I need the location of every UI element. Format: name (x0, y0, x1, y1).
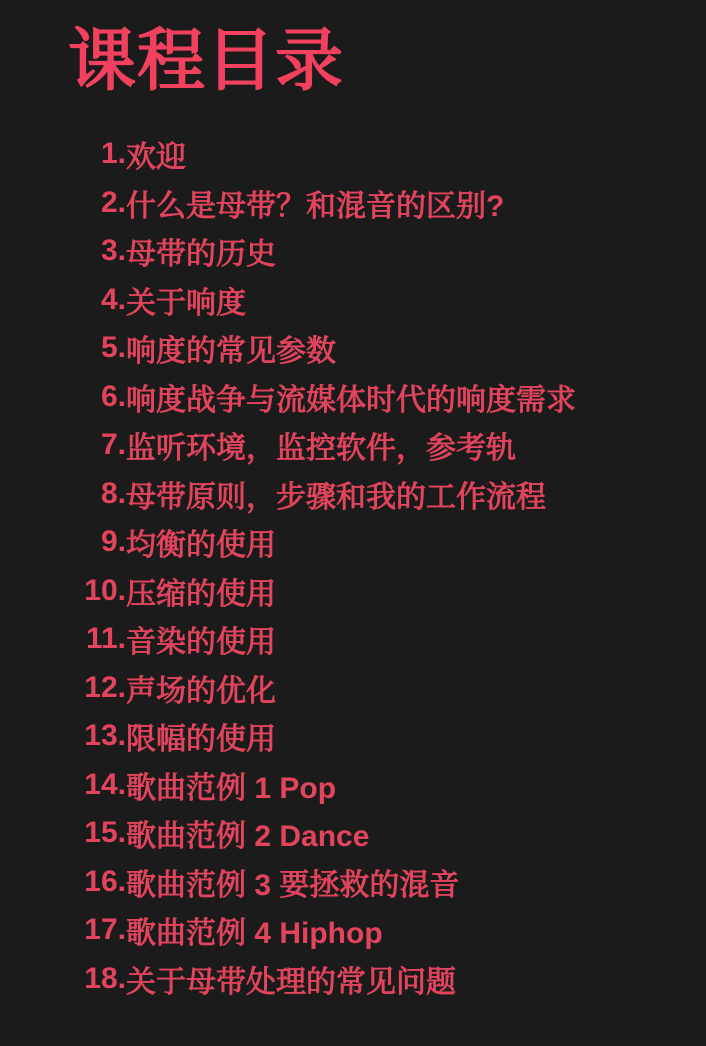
toc-item (0, 179, 706, 228)
toc-item-number: 12. (84, 670, 126, 704)
toc-item (0, 276, 706, 325)
toc-item-label: 压缩的使用 (126, 577, 276, 611)
toc-item (0, 421, 706, 470)
toc-item-number: 4. (100, 282, 126, 316)
toc-item-label: 母带原则，步骤和我的工作流程 (126, 480, 546, 514)
page-title: 课程目录 (68, 23, 345, 99)
toc-item (0, 130, 706, 179)
toc-item-number: 5. (100, 331, 126, 365)
toc-item-number: 9. (100, 525, 126, 559)
toc-item-label: 歌曲范例 3 要拯救的混音 (126, 868, 460, 902)
toc-item-number: 17. (84, 913, 126, 947)
toc-item-number: 2. (100, 185, 126, 219)
toc-item-number: 6. (100, 379, 126, 413)
toc-item (0, 712, 706, 761)
toc-item-label: 响度的常见参数 (126, 335, 336, 369)
toc-item-number: 14. (84, 767, 126, 801)
toc-item-label: 歌曲范例 2 Dance (126, 820, 370, 854)
toc-item-label: 关于母带处理的常见问题 (126, 965, 456, 999)
toc-list (0, 130, 706, 1003)
toc-item (0, 518, 706, 567)
toc-item-label: 响度战争与流媒体时代的响度需求 (126, 383, 576, 417)
toc-item-number: 8. (100, 476, 126, 510)
toc-item-label: 欢迎 (126, 141, 186, 175)
course-toc-page (0, 22, 706, 1046)
toc-item-label: 均衡的使用 (126, 529, 276, 563)
toc-item-label: 歌曲范例 1 Pop (126, 771, 337, 805)
toc-item-number: 13. (84, 719, 126, 753)
toc-item-number: 16. (84, 864, 126, 898)
toc-item-number: 18. (84, 961, 126, 995)
toc-item-number: 1. (100, 137, 126, 171)
toc-item (0, 809, 706, 858)
toc-item (0, 761, 706, 810)
toc-item (0, 858, 706, 907)
toc-item (0, 324, 706, 373)
toc-item-label: 歌曲范例 4 Hiphop (126, 917, 383, 951)
toc-item (0, 664, 706, 713)
toc-item (0, 470, 706, 519)
toc-item-label: 母带的历史 (126, 238, 276, 272)
toc-item (0, 906, 706, 955)
toc-item (0, 567, 706, 616)
toc-item-label: 声场的优化 (126, 674, 276, 708)
toc-item-number: 10. (84, 573, 126, 607)
toc-item-label: 什么是母带？和混音的区别? (126, 189, 505, 223)
toc-item-number: 7. (100, 428, 126, 462)
toc-item-label: 关于响度 (126, 286, 246, 320)
toc-item-label: 监听环境，监控软件，参考轨 (126, 432, 516, 466)
toc-item (0, 227, 706, 276)
toc-item (0, 955, 706, 1004)
toc-item (0, 373, 706, 422)
toc-item-label: 音染的使用 (126, 626, 276, 660)
toc-item-number: 11. (85, 622, 126, 656)
toc-item-number: 3. (100, 234, 126, 268)
toc-item-label: 限幅的使用 (126, 723, 276, 757)
toc-item (0, 615, 706, 664)
toc-item-number: 15. (84, 816, 126, 850)
